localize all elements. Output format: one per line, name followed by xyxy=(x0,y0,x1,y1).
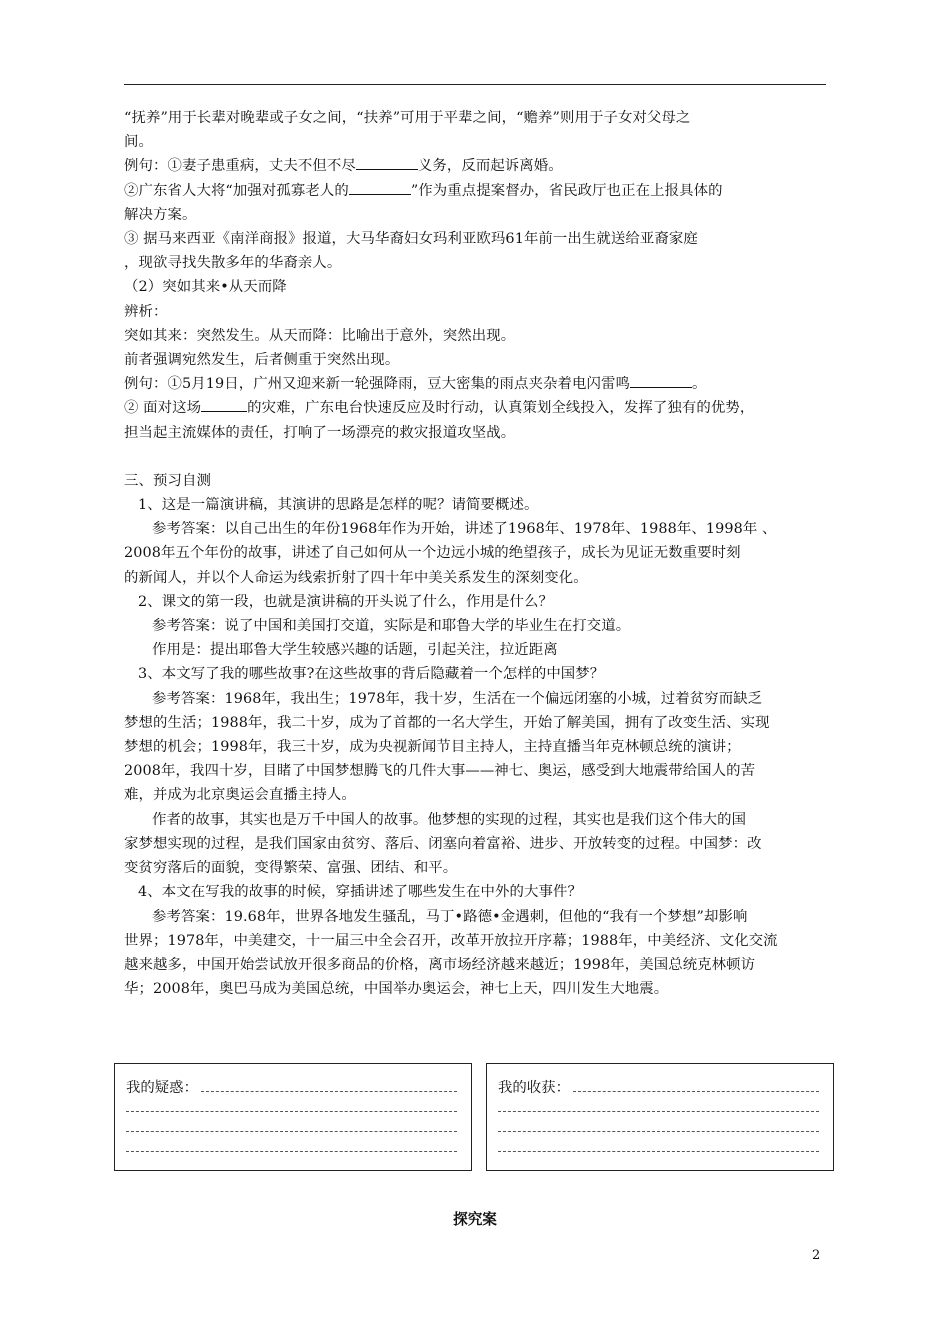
text-line: ② 面对这场 的灾难，广东电台快速反应及时行动，认真策划全线投入，发挥了独有的优势， xyxy=(124,396,834,420)
answer-line: 世界；1978年，中美建交，十一届三中全会召开，改革开放拉开序幕；1988年，中美经济、文化交流 xyxy=(124,932,778,949)
answer-line: 参考答案：1968年，我出生；1978年，我十岁，生活在一个偏远闭塞的小城，过着贫穷而缺乏 xyxy=(152,690,763,707)
text-line: “抚养”用于长辈对晚辈或子女之间，“扶养”可用于平辈之间，“赡养”则用于子女对父母之 xyxy=(124,110,691,126)
write-line xyxy=(498,1131,819,1132)
doubt-box[interactable] xyxy=(114,1063,472,1171)
answer-line: 难，并成为北京奥运会直播主持人。 xyxy=(124,787,356,804)
question: 1、这是一篇演讲稿，其演讲的思路是怎样的呢？请简要概述。 xyxy=(138,497,539,514)
page-number: 2 xyxy=(812,1248,821,1263)
fill-blank xyxy=(356,155,418,170)
answer-line: 作者的故事，其实也是万千中国人的故事。他梦想的实现的过程，其实也是我们这个伟大的国 xyxy=(152,811,747,828)
write-line xyxy=(573,1091,819,1092)
answer-line: 梦想的生活；1988年，我二十岁，成为了首都的一名大学生，开始了解美国，拥有了改变生活、实现 xyxy=(124,714,770,731)
answer-line: 华；2008年，奥巴马成为美国总统，中国举办奥运会，神七上天，四川发生大地震。 xyxy=(124,981,669,998)
question: 2、课文的第一段，也就是演讲稿的开头说了什么，作用是什么？ xyxy=(138,593,553,610)
fill-blank xyxy=(349,180,411,195)
answer-line: 的新闻人，并以个人命运为线索折射了四十年中美关系发生的深刻变化。 xyxy=(124,569,588,586)
gain-box[interactable] xyxy=(486,1063,834,1171)
answer-line: 变贫穷落后的面貌，变得繁荣、富强、团结、和平。 xyxy=(124,860,458,877)
fill-blank xyxy=(630,373,692,388)
text-line: 突如其来：突然发生。从天而降：比喻出于意外，突然出现。 xyxy=(124,327,516,344)
write-line xyxy=(126,1111,457,1112)
text-line: 间。 xyxy=(124,134,153,151)
answer-line: 越来越多，中国开始尝试放开很多商品的价格，离市场经济越来越近；1998年，美国总统克林顿访 xyxy=(124,956,756,973)
header-rule xyxy=(124,84,826,85)
text-line: 例句：①5月19日，广州又迎来新一轮强降雨，豆大密集的雨点夹杂着电闪雷鸣 。 xyxy=(124,372,834,396)
doubt-label: 我的疑惑： xyxy=(126,1080,198,1096)
answer-line: 参考答案：以自己出生的年份1968年作为开始，讲述了1968年、1978年、1988年、1998年 、 xyxy=(152,521,777,538)
text-line: ，现欲寻找失散多年的华裔亲人。 xyxy=(124,255,342,272)
fill-blank xyxy=(201,397,247,412)
answer-line: 2008年，我四十岁，目睹了中国梦想腾飞的几件大事——神七、奥运，感受到大地震带给国人的苦 xyxy=(124,763,756,780)
gain-label: 我的收获： xyxy=(498,1080,570,1096)
write-line xyxy=(498,1111,819,1112)
text-line: 例句：①妻子患重病，丈夫不但不尽 义务，反而起诉离婚。 xyxy=(124,154,834,178)
text-line: ③ 据马来西亚《南洋商报》报道，大马华裔妇女玛利亚欧玛61年前一出生就送给亚裔家庭 xyxy=(124,231,698,248)
answer-line: 作用是：提出耶鲁大学生较感兴趣的话题，引起关注，拉近距离 xyxy=(152,642,558,659)
write-line xyxy=(498,1151,819,1152)
write-line xyxy=(126,1151,457,1152)
answer-line: 2008年五个年份的故事，讲述了自己如何从一个边远小城的绝望孩子，成长为见证无数重要时刻 xyxy=(124,545,741,562)
text-line: 辨析： xyxy=(124,303,168,320)
text-line: ②广东省人大将“加强对孤寡老人的 ”作为重点提案督办，省民政厅也正在上报具体的 xyxy=(124,179,834,203)
document-body xyxy=(124,106,834,1001)
answer-line: 参考答案：说了中国和美国打交道，实际是和耶鲁大学的毕业生在打交道。 xyxy=(152,618,631,635)
section-title: 探究案 xyxy=(453,1211,497,1228)
notes-boxes xyxy=(114,1063,834,1175)
section-heading: 三、预习自测 xyxy=(124,472,211,489)
answer-line: 参考答案：19.68年，世界各地发生骚乱，马丁•路德•金遇刺，但他的“我有一个梦想”却影响 xyxy=(152,908,748,925)
answer-line: 梦想的机会；1998年，我三十岁，成为央视新闻节目主持人，主持直播当年克林顿总统的演讲； xyxy=(124,739,741,756)
text-line: （2）突如其来•从天而降 xyxy=(124,279,287,296)
text-line: 解决方案。 xyxy=(124,206,197,223)
answer-line: 家梦想实现的过程，是我们国家由贫穷、落后、闭塞向着富裕、进步、开放转变的过程。中国梦：改 xyxy=(124,835,762,852)
question: 4、本文在写我的故事的时候，穿插讲述了哪些发生在中外的大事件？ xyxy=(138,884,582,901)
write-line xyxy=(201,1091,457,1092)
text-line: 担当起主流媒体的责任，打响了一场漂亮的救灾报道攻坚战。 xyxy=(124,424,516,441)
text-line: 前者强调宛然发生，后者侧重于突然出现。 xyxy=(124,352,400,369)
question: 3、本文写了我的哪些故事?在这些故事的背后隐藏着一个怎样的中国梦？ xyxy=(138,666,605,683)
write-line xyxy=(126,1131,457,1132)
